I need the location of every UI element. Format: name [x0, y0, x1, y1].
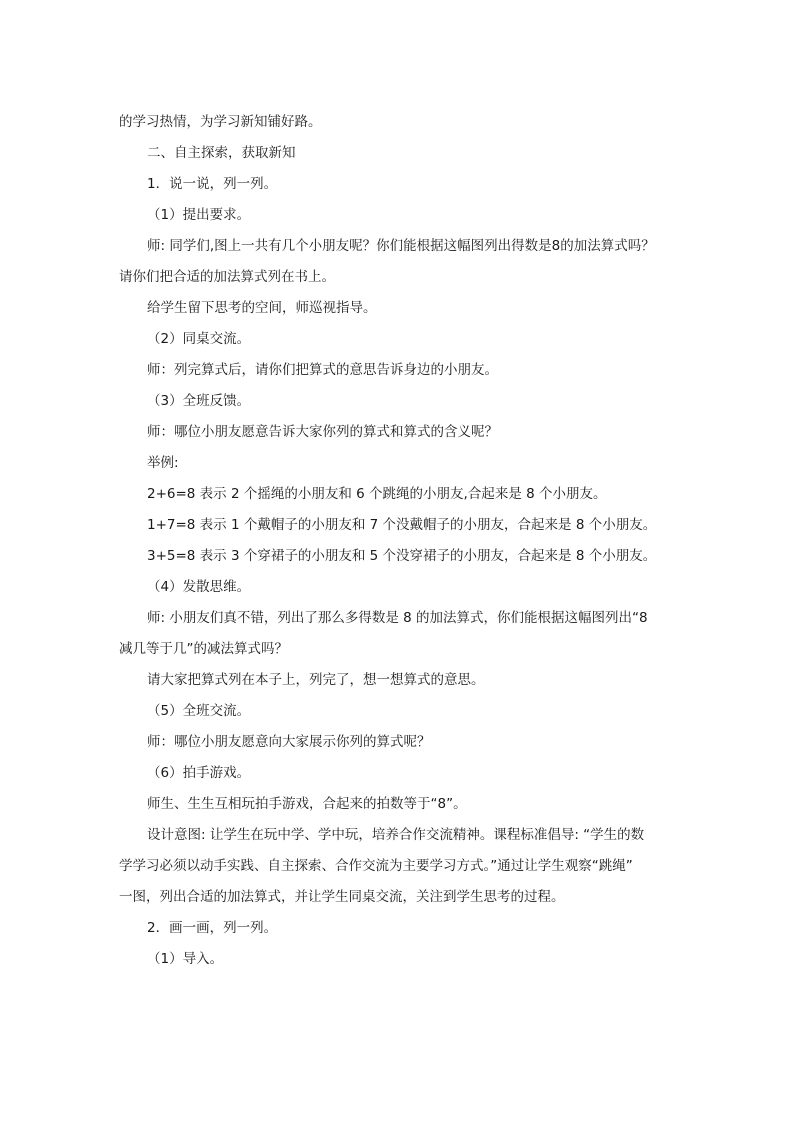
text-line: 举例:	[147, 455, 179, 471]
text-line: 2+6=8 表示 2 个摇绳的小朋友和 6 个跳绳的小朋友,合起来是 8 个小朋友。	[147, 486, 607, 502]
text-line: 设计意图: 让学生在玩中学、学中玩，培养合作交流精神。课程标准倡导: “学生的数	[147, 827, 645, 843]
text-line: （2）同桌交流。	[147, 331, 251, 347]
text-line: 学学习必须以动手实践、自主探索、合作交流为主要学习方式。”通过让学生观察“跳绳”	[119, 858, 633, 874]
text-line: 师：列完算式后，请你们把算式的意思告诉身边的小朋友。	[147, 362, 498, 378]
text-line: （4）发散思维。	[147, 579, 251, 595]
text-line: 2．画一画，列一列。	[147, 920, 278, 936]
text-line: （3）全班反馈。	[147, 393, 251, 409]
text-line: 1+7=8 表示 1 个戴帽子的小朋友和 7 个没戴帽子的小朋友，合起来是 8 个小朋友。	[147, 517, 657, 533]
text-line: 师: 同学们,图上一共有几个小朋友呢？你们能根据这幅图列出得数是8的加法算式吗？	[147, 238, 655, 254]
text-line: 给学生留下思考的空间，师巡视指导。	[147, 300, 377, 316]
text-line: （1）提出要求。	[147, 207, 251, 223]
text-line: 一图，列出合适的加法算式，并让学生同桌交流，关注到学生思考的过程。	[119, 889, 565, 905]
text-line: 师: 小朋友们真不错，列出了那么多得数是 8 的加法算式，你们能根据这幅图列出“8	[147, 610, 648, 626]
text-line: 1．说一说，列一列。	[147, 176, 278, 192]
text-line: 3+5=8 表示 3 个穿裙子的小朋友和 5 个没穿裙子的小朋友，合起来是 8 个小朋友。	[147, 548, 657, 564]
text-line: 师：哪位小朋友愿意告诉大家你列的算式和算式的含义呢？	[147, 424, 498, 440]
document-body	[119, 107, 679, 975]
text-line: 请大家把算式列在本子上，列完了，想一想算式的意思。	[147, 672, 485, 688]
text-line: 请你们把合适的加法算式列在书上。	[119, 269, 335, 285]
text-line: 师：哪位小朋友愿意向大家展示你列的算式呢？	[147, 734, 431, 750]
text-line: （1）导入。	[147, 951, 224, 967]
text-line: （6）拍手游戏。	[147, 765, 251, 781]
text-line: 减几等于几”的减法算式吗？	[119, 641, 288, 657]
text-line: （5）全班交流。	[147, 703, 251, 719]
text-line: 的学习热情，为学习新知铺好路。	[119, 114, 322, 130]
text-line: 师生、生生互相玩拍手游戏，合起来的拍数等于“8”。	[147, 796, 467, 812]
text-line: 二、自主探索，获取新知	[147, 145, 296, 161]
